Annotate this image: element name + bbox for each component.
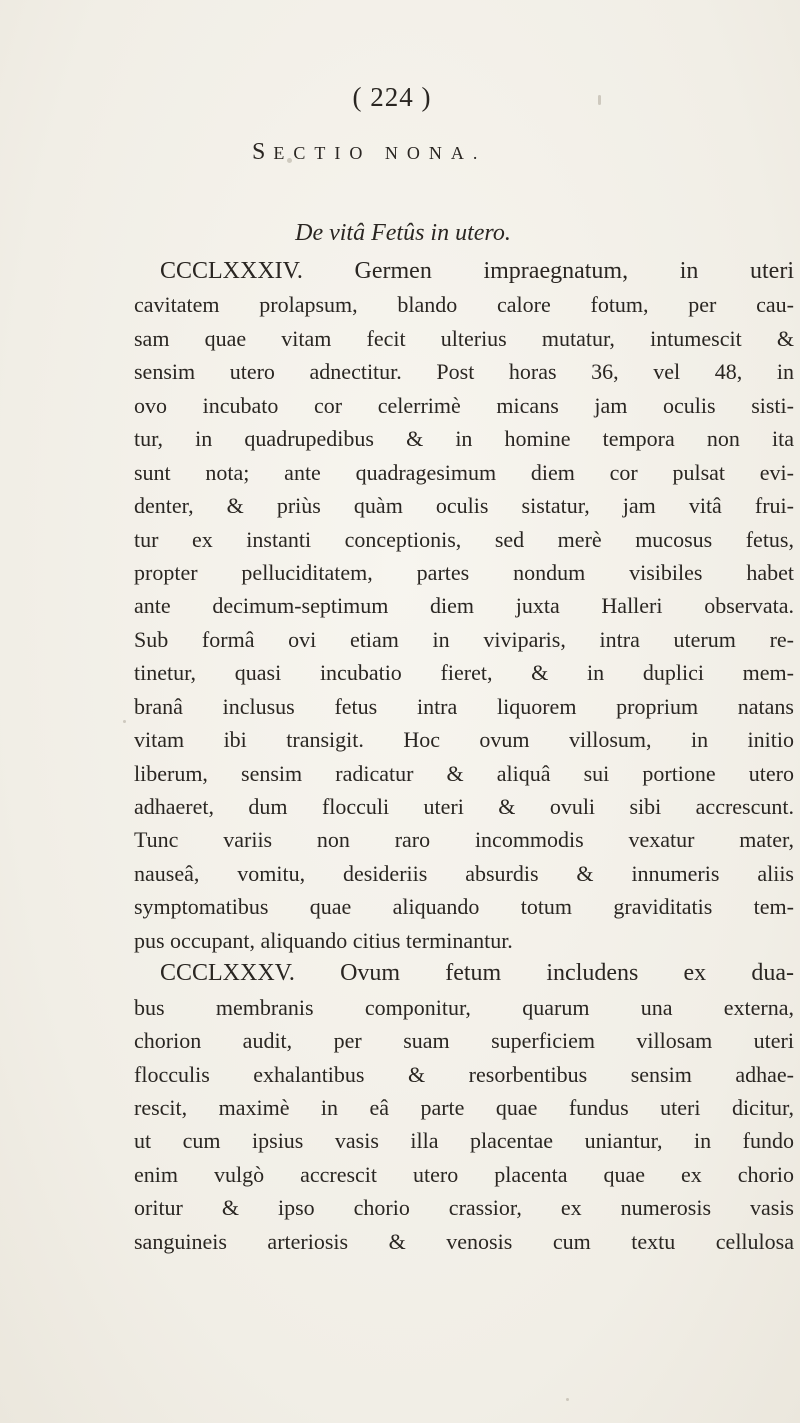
text-line: liberum, sensim radicatur & aliquâ sui portione utero <box>134 760 794 786</box>
body-text <box>134 255 794 1258</box>
paper-speck <box>566 1398 569 1401</box>
text-line: branâ inclusus fetus intra liquorem proprium natans <box>134 693 794 719</box>
text-line: adhaeret, dum flocculi uteri & ovuli sibi accrescunt. <box>134 794 794 819</box>
paper-speck <box>123 720 126 723</box>
text-line: nauseâ, vomitu, desideriis absurdis & innumeris aliis <box>134 860 794 886</box>
section-heading <box>252 140 572 164</box>
text-line: oritur & ipso chorio crassior, ex numerosis vasis <box>134 1195 794 1221</box>
paragraph-385 <box>134 957 794 1258</box>
text-line: Sub formâ ovi etiam in viviparis, intra uterum re- <box>134 626 794 652</box>
text-line: tur ex instanti conceptionis, sed merè mucosus fetus, <box>134 526 794 552</box>
section-heading-text: ECTIO NONA. <box>273 143 487 163</box>
text-line: tinetur, quasi incubatio fieret, & in duplici mem- <box>134 660 794 686</box>
text-line: sanguineis arteriosis & venosis cum textu cellulosa <box>134 1228 794 1254</box>
text-line: tur, in quadrupedibus & in homine tempora non ita <box>134 426 794 452</box>
paper-speck <box>598 95 601 105</box>
text-line: bus membranis componitur, quarum una externa, <box>134 994 794 1020</box>
text-line: denter, & priùs quàm oculis sistatur, jam vitâ frui- <box>134 493 794 519</box>
text-line: cavitatem prolapsum, blando calore fotum, per cau- <box>134 292 794 318</box>
text-line: vitam ibi transigit. Hoc ovum villosum, in initio <box>134 727 794 753</box>
text-line: sunt nota; ante quadragesimum diem cor pulsat evi- <box>134 459 794 485</box>
text-line: rescit, maximè in eâ parte quae fundus uteri dicitur, <box>134 1094 794 1120</box>
paper-speck <box>287 158 292 163</box>
text-line: sensim utero adnectitur. Post horas 36, vel 48, in <box>134 359 794 385</box>
text-line: pus occupant, aliquando citius terminantur. <box>134 927 513 953</box>
paragraph-384 <box>134 255 794 957</box>
text-line: ovo incubato cor celerrimè micans jam oculis sisti- <box>134 392 794 418</box>
section-heading-initial: S <box>252 139 274 165</box>
text-line: symptomatibus quae aliquando totum graviditatis tem- <box>134 894 794 920</box>
text-line: ut cum ipsius vasis illa placentae uniantur, in fundo <box>134 1128 794 1154</box>
page-number: ( 224 ) <box>352 82 432 112</box>
text-line: ante decimum-septimum diem juxta Halleri observata. <box>134 593 794 619</box>
text-line: chorion audit, per suam superficiem villosam uteri <box>134 1028 794 1054</box>
text-line: propter pelluciditatem, partes nondum visibiles habet <box>134 559 794 585</box>
text-line: Tunc variis non raro incommodis vexatur mater, <box>134 827 794 853</box>
text-line: flocculis exhalantibus & resorbentibus sensim adhae- <box>134 1061 794 1087</box>
text-line: sam quae vitam fecit ulterius mutatur, intumescit & <box>134 325 794 351</box>
text-line: CCCLXXXV. Ovum fetum includens ex dua- <box>160 960 794 987</box>
chapter-title: De vitâ Fetûs in utero. <box>295 220 511 246</box>
text-line: enim vulgò accrescit utero placenta quae ex chorio <box>134 1161 794 1187</box>
text-line: CCCLXXXIV. Germen impraegnatum, in uteri <box>160 258 794 284</box>
